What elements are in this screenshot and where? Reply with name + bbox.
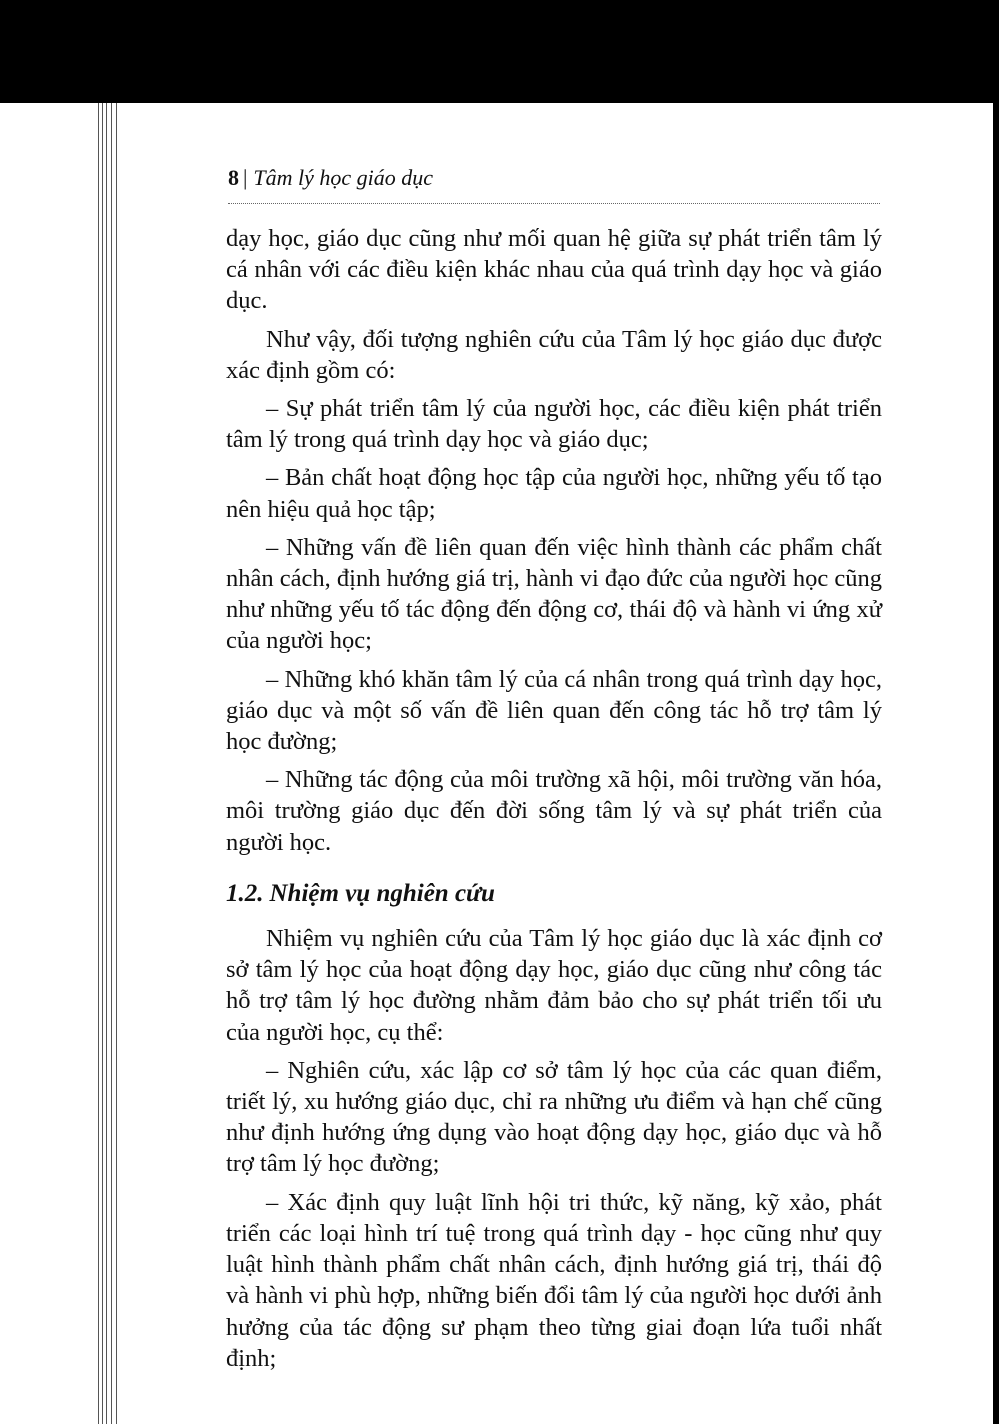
- section-title: Nhiệm vụ nghiên cứu: [269, 879, 495, 907]
- list-item-object-5: – Những tác động của môi trường xã hội, môi trường văn hóa, môi trường giáo dục đến đời sống tâm lý và sự phát triển của người học.: [226, 766, 882, 856]
- section-number: 1.2.: [226, 879, 264, 907]
- list-item-task-2: – Xác định quy luật lĩnh hội tri thức, kỹ năng, kỹ xảo, phát triển các loại hình trí tuệ trong quá trình dạy - học cũng như quy luật hình thành phẩm chất nhân cách, định hướng giá trị, thái độ và hành vi phù hợp, những biến đổi tâm lý của người học dưới ảnh hưởng của tác động sư phạm theo từng giai đoạn lứa tuổi nhất định;: [226, 1188, 882, 1372]
- list-item-object-3: – Những vấn đề liên quan đến việc hình thành các phẩm chất nhân cách, định hướng giá trị, hành vi đạo đức của người học cũng như những yếu tố tác động đến động cơ, thái độ và hành vi ứng xử của người học;: [226, 533, 882, 655]
- paragraph-continued: dạy học, giáo dục cũng như mối quan hệ giữa sự phát triển tâm lý cá nhân với các điều kiện khác nhau của quá trình dạy học và giáo dục.: [226, 225, 882, 315]
- paragraph-objects-intro: Như vậy, đối tượng nghiên cứu của Tâm lý học giáo dục được xác định gồm có:: [226, 325, 882, 384]
- header-separator: |: [243, 165, 248, 190]
- page-content: [226, 223, 882, 1374]
- book-title: Tâm lý học giáo dục: [253, 165, 434, 190]
- running-header: [228, 163, 880, 204]
- list-item-object-2: – Bản chất hoạt động học tập của người học, những yếu tố tạo nên hiệu quả học tập;: [226, 464, 882, 523]
- list-item-object-4: – Những khó khăn tâm lý của cá nhân trong quá trình dạy học, giáo dục và một số vấn đề liên quan đến công tác hỗ trợ tâm lý học đường;: [226, 665, 882, 756]
- section-heading: [226, 878, 882, 909]
- list-item-task-1: – Nghiên cứu, xác lập cơ sở tâm lý học của các quan điểm, triết lý, xu hướng giáo dục, chỉ ra những ưu điểm và hạn chế cũng như định hướng ứng dụng vào hoạt động dạy học, giáo dục và hỗ trợ tâm lý học đường;: [226, 1056, 882, 1178]
- page-number: 8: [228, 165, 239, 190]
- scan-border-top: [0, 0, 999, 103]
- book-binding-edge: [98, 103, 122, 1424]
- scan-border-right: [993, 0, 999, 1424]
- paragraph-tasks-intro: Nhiệm vụ nghiên cứu của Tâm lý học giáo dục là xác định cơ sở tâm lý học của hoạt động dạy học, giáo dục cũng như công tác hỗ trợ tâm lý học đường nhằm đảm bảo cho sự phát triển tối ưu của người học, cụ thể:: [226, 925, 882, 1046]
- list-item-object-1: – Sự phát triển tâm lý của người học, các điều kiện phát triển tâm lý trong quá trình dạy học và giáo dục;: [226, 395, 882, 454]
